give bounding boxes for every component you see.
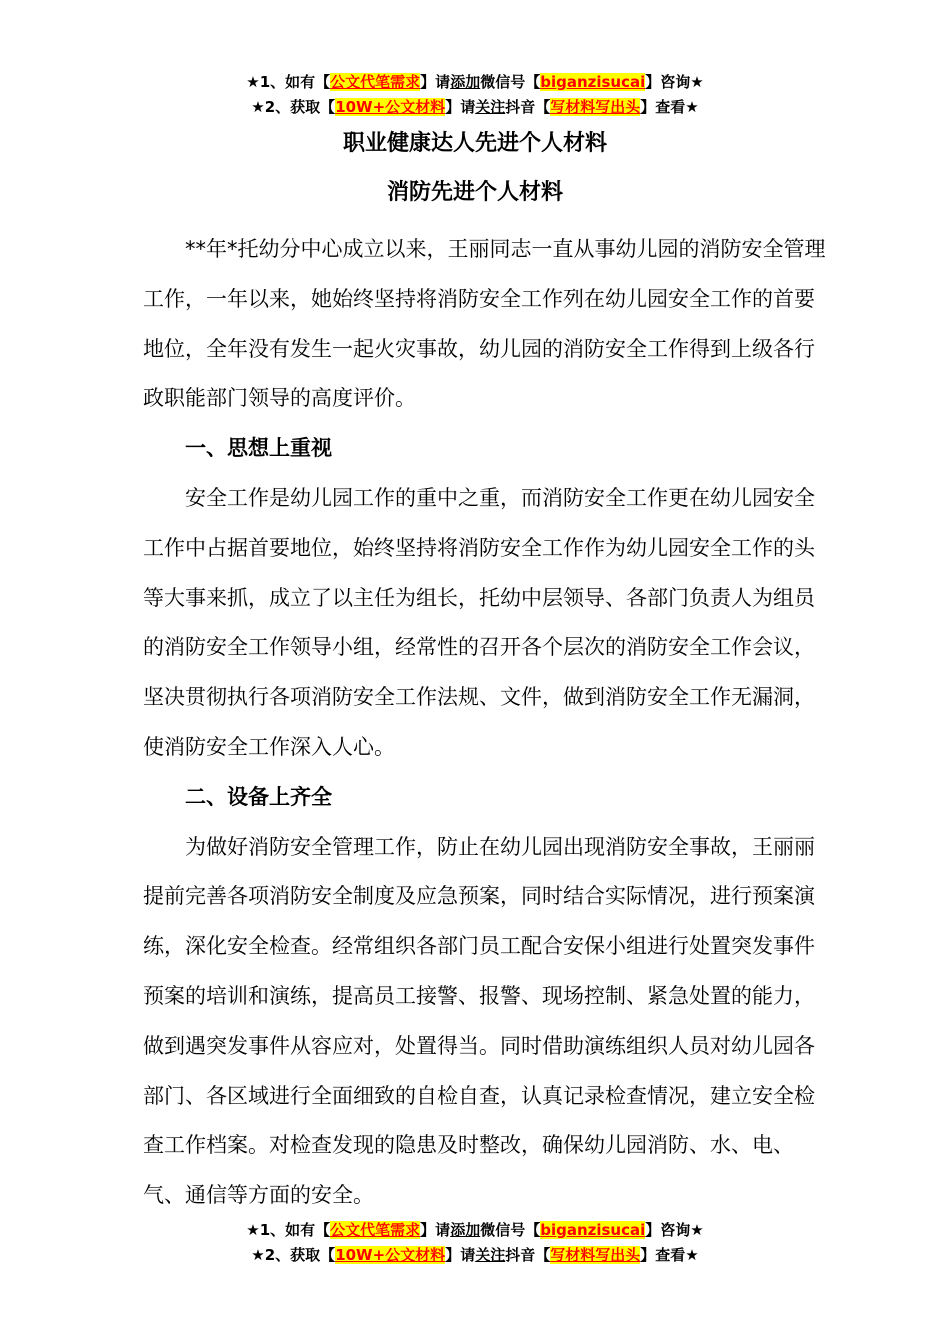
promo-text: ★2、获取【: [251, 98, 336, 116]
promo-text: 】请: [420, 1221, 451, 1239]
promo-highlight: 公文代笔需求: [330, 73, 421, 91]
promo-banner-bottom: [0, 1218, 950, 1268]
promo-text: ★2、获取【: [251, 1246, 336, 1264]
document-body: [143, 225, 833, 1221]
promo-text: 】请: [445, 98, 476, 116]
promo-text: 微信号【: [480, 1221, 541, 1239]
section-heading: 二、设备上齐全: [185, 784, 332, 809]
promo-text: 】咨询★: [645, 73, 704, 91]
promo-text: 】查看★: [640, 1246, 699, 1264]
promo-underline: 添加: [450, 73, 481, 91]
promo-highlight: 写材料写出头: [550, 98, 641, 116]
promo-highlight: 公文代笔需求: [330, 1221, 421, 1239]
promo-text: ★1、如有【: [246, 73, 331, 91]
promo-line-1: [0, 1218, 950, 1243]
section-heading: 一、思想上重视: [185, 436, 332, 461]
promo-text: ★1、如有【: [246, 1221, 331, 1239]
document-subtitle: 消防先进个人材料: [386, 180, 563, 205]
promo-line-1: [0, 70, 950, 95]
promo-highlight: 10W+公文材料: [335, 1246, 446, 1264]
document-title: 职业健康达人先进个人材料: [342, 131, 607, 156]
promo-line-2: [0, 1243, 950, 1268]
promo-highlight: biganzisucai: [540, 73, 646, 91]
promo-text: 】查看★: [640, 98, 699, 116]
paragraph: 为做好消防安全管理工作，防止在幼儿园出现消防安全事故，王丽丽提前完善各项消防安全制度及应急预案，同时结合实际情况，进行预案演练，深化安全检查。经常组织各部门员工配合安保小组进行处置突发事件预案的培训和演练，提高员工接警、报警、现场控制、紧急处置的能力，做到遇突发事件从容应对，处置得当。同时借助演练组织人员对幼儿园各部门、各区域进行全面细致的自检自查，认真记录检查情况，建立安全检查工作档案。对检查发现的隐患及时整改，确保幼儿园消防、水、电、气、通信等方面的安全。: [143, 834, 815, 1208]
promo-underline: 添加: [450, 1221, 481, 1239]
promo-text: 抖音【: [505, 98, 551, 116]
paragraph: 安全工作是幼儿园工作的重中之重，而消防安全工作更在幼儿园安全工作中占据首要地位，始终坚持将消防安全工作作为幼儿园安全工作的头等大事来抓，成立了以主任为组长，托幼中层领导、各部门负责人为组员的消防安全工作领导小组，经常性的召开各个层次的消防安全工作会议，坚决贯彻执行各项消防安全工作法规、文件，做到消防安全工作无漏洞，使消防安全工作深入人心。: [143, 485, 815, 759]
promo-line-2: [0, 95, 950, 120]
promo-highlight: biganzisucai: [540, 1221, 646, 1239]
promo-text: 】请: [420, 73, 451, 91]
promo-highlight: 10W+公文材料: [335, 98, 446, 116]
promo-text: 微信号【: [480, 73, 541, 91]
promo-text: 抖音【: [505, 1246, 551, 1264]
promo-text: 】请: [445, 1246, 476, 1264]
promo-banner-top: [0, 70, 950, 120]
promo-highlight: 写材料写出头: [550, 1246, 641, 1264]
promo-underline: 关注: [475, 1246, 506, 1264]
paragraph: **年*托幼分中心成立以来，王丽同志一直从事幼儿园的消防安全管理工作，一年以来，她始终坚持将消防安全工作列在幼儿园安全工作的首要地位，全年没有发生一起火灾事故，幼儿园的消防安全工作得到上级各行政职能部门领导的高度评价。: [143, 237, 826, 411]
promo-underline: 关注: [475, 98, 506, 116]
promo-text: 】咨询★: [645, 1221, 704, 1239]
